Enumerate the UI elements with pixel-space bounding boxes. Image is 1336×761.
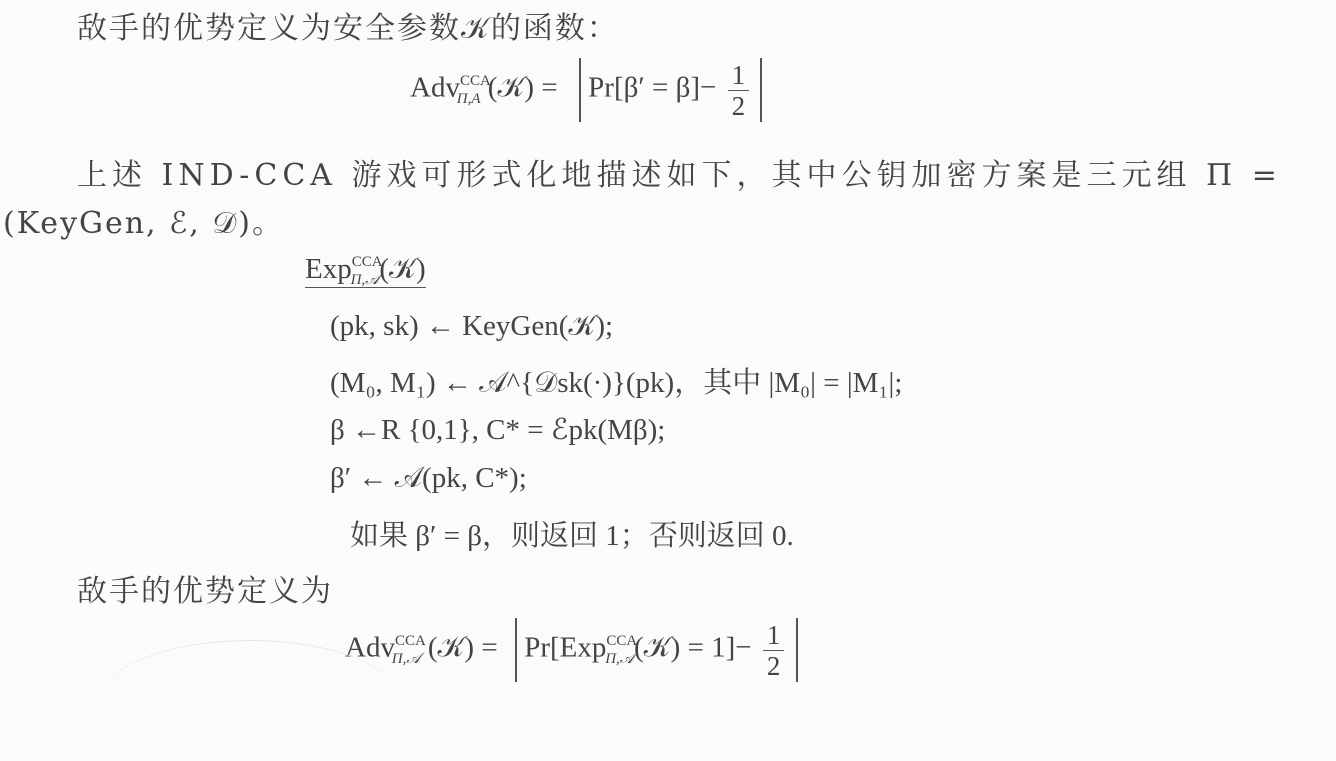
abs-right-bar — [760, 58, 762, 122]
exp-superscript-2: CCA — [606, 632, 638, 649]
experiment-step-5: 如果 β′ = β，则返回 1；否则返回 0. — [350, 520, 794, 552]
fraction-denominator-2: 2 — [766, 650, 781, 681]
one-half-fraction-2 — [763, 620, 785, 681]
adv-superscript-2: CCA — [394, 632, 426, 649]
fraction-numerator: 1 — [728, 60, 750, 91]
experiment-step-1: (pk, sk) ← KeyGen(𝒦); — [330, 310, 614, 342]
experiment-step-3: β ←R {0,1}, C* = ℰpk(Mβ); — [330, 414, 666, 446]
abs-left-bar-2 — [515, 618, 517, 682]
exp-subscript: Π,𝒜 — [350, 272, 380, 288]
exp-argument: (𝒦) — [379, 253, 426, 285]
experiment-title — [305, 253, 426, 286]
exp-symbol: Exp — [305, 253, 352, 285]
advantage-equation-2 — [345, 618, 798, 682]
adv-argument: (𝒦) = — [487, 71, 558, 104]
experiment-title-underlined — [305, 253, 426, 288]
adv-argument-2: (𝒦) = — [427, 631, 498, 664]
fraction-denominator: 2 — [731, 90, 746, 121]
abs-inner-2-start: Pr[Exp — [524, 631, 607, 664]
adv-symbol: Adv — [410, 71, 460, 104]
page-curve-shadow — [100, 640, 400, 761]
fraction-numerator-2: 1 — [763, 620, 785, 651]
experiment-step-2: (M₀, M₁) ← 𝒜^{𝒟sk(·)}(pk)，其中 |M₀| = |M₁|; — [330, 367, 903, 399]
advantage-equation-1 — [410, 58, 762, 122]
abs-inner-2-tail: (𝒦) = 1]− — [634, 631, 752, 664]
abs-right-bar-2 — [796, 618, 798, 682]
ind-cca-description: 上述 IND-CCA 游戏可形式化地描述如下，其中公钥加密方案是三元组 Π = — [77, 158, 1282, 193]
scheme-tuple: (KeyGen, ℰ, 𝒟)。 — [3, 206, 285, 241]
adv-subscript-2: Π,𝒜 — [391, 650, 421, 667]
advantage-intro: 敌手的优势定义为 — [77, 574, 333, 609]
adv-symbol-2: Adv — [345, 631, 395, 664]
one-half-fraction — [728, 60, 750, 121]
adv-subscript: Π,A — [456, 90, 481, 107]
adv-superscript: CCA — [459, 72, 491, 89]
abs-inner: Pr[β′ = β]− — [588, 71, 717, 104]
exp-superscript: CCA — [351, 254, 383, 270]
exp-subscript-2: Π,𝒜 — [605, 650, 634, 667]
abs-left-bar — [579, 58, 581, 122]
intro-sentence: 敌手的优势定义为安全参数𝒦的函数： — [77, 11, 619, 46]
experiment-step-4: β′ ← 𝒜(pk, C*); — [330, 462, 527, 494]
